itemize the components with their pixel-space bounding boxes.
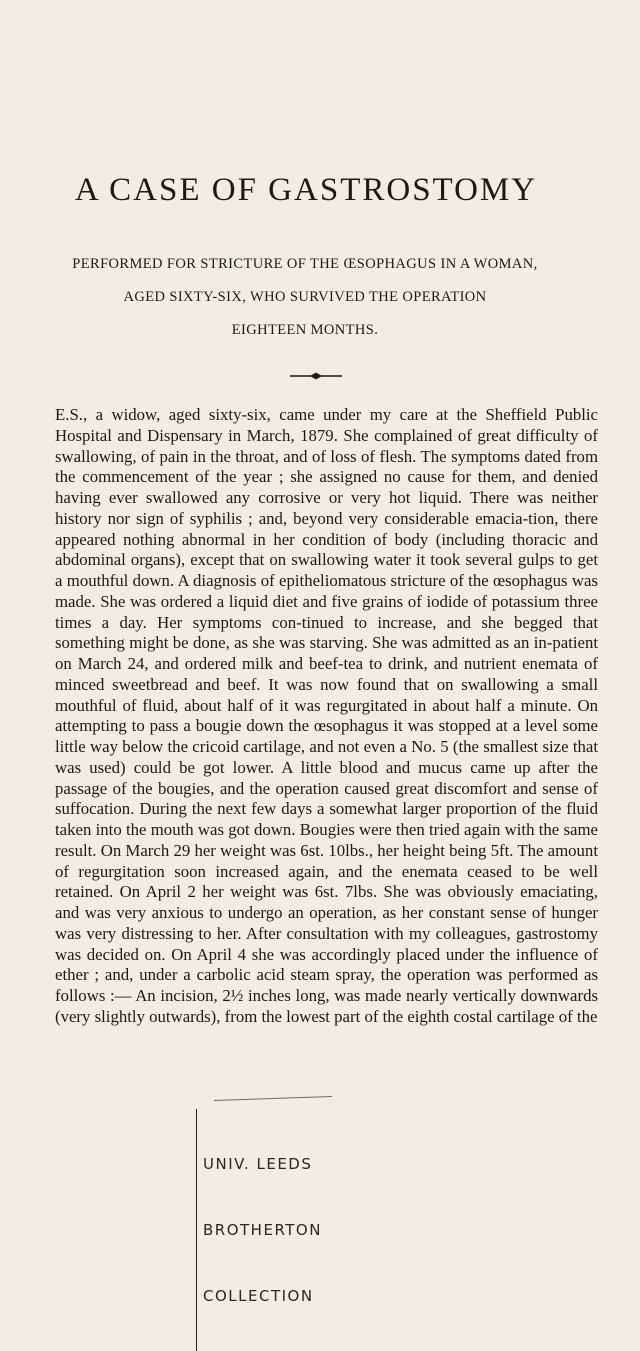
stamp-text [196,1109,353,1351]
ornament-divider-icon [288,370,344,382]
subtitle-line-1: PERFORMED FOR STRICTURE OF THE ŒSOPHAGUS IN A WOMAN, [72,256,538,272]
subtitle-line-2: AGED SIXTY-SIX, WHO SURVIVED THE OPERATION [123,289,487,305]
stamp-line-2: BROTHERTON [203,1221,322,1239]
library-stamp [192,1095,352,1305]
stamp-line-1: UNIV. LEEDS [203,1155,313,1173]
subtitle-line-3: EIGHTEEN MONTHS. [231,322,379,338]
stamp-rule [214,1096,332,1101]
stamp-line-3: COLLECTION [203,1287,314,1305]
document-title: A CASE OF GASTROSTOMY [74,172,538,208]
case-report-body: E.S., a widow, aged sixty-six, came under my care at the Sheffield Public Hospital and Dispensary in March, 1879. She complained of great difficulty of swallowing, of pain in the throat, and of loss of flesh. The symptoms dated from the commencement of the year ; she assigned no cause for them, and denied having ever swallowed any corrosive or very hot liquid. There was neither history nor sign of syphilis ; and, beyond very considerable emacia-tion, there appeared nothing abnormal in her condition of body (including thoracic and abdominal organs), except that on swallowing water it took several gulps to get a mouthful down. A diagnosis of epitheliomatous stricture of the œsophagus was made. She was ordered a liquid diet and five grains of iodide of potassium three times a day. Her symptoms con-tinued to increase, and she begged that something might be done, as she was starving. She was admitted as an in-patient on March 24, and ordered milk and beef-tea to drink, and nutrient enemata of minced sweetbread and beef. It was now found that on swallowing a small mouthful of fluid, about half of it was regurgitated in about half a minute. On attempting to pass a bougie down the œsophagus it was stopped at a level some little way below the cricoid cartilage, and not even a No. 5 (the smallest size that was used) could be got lower. A little blood and mucus came up after the passage of the bougies, and the operation caused great discomfort and sense of suffocation. During the next few days a somewhat larger proportion of the fluid taken into the mouth was got down. Bougies were then tried again with the same result. On March 29 her weight was 6st. 10lbs., her height being 5ft. The amount of regurgitation soon increased again, and the enemata ceased to be well retained. On April 2 her weight was 6st. 7lbs. She was obviously emaciating, and was very anxious to undergo an operation, as her constant sense of hunger was very distressing to her. After consultation with my colleagues, gastrostomy was decided on. On April 4 she was accordingly placed under the influence of ether ; and, under a carbolic acid steam spray, the operation was performed as follows :— An incision, 2½ inches long, was made nearly vertically downwards (very slightly outwards), from the lowest part of the eighth costal cartilage of the [55,405,598,1026]
